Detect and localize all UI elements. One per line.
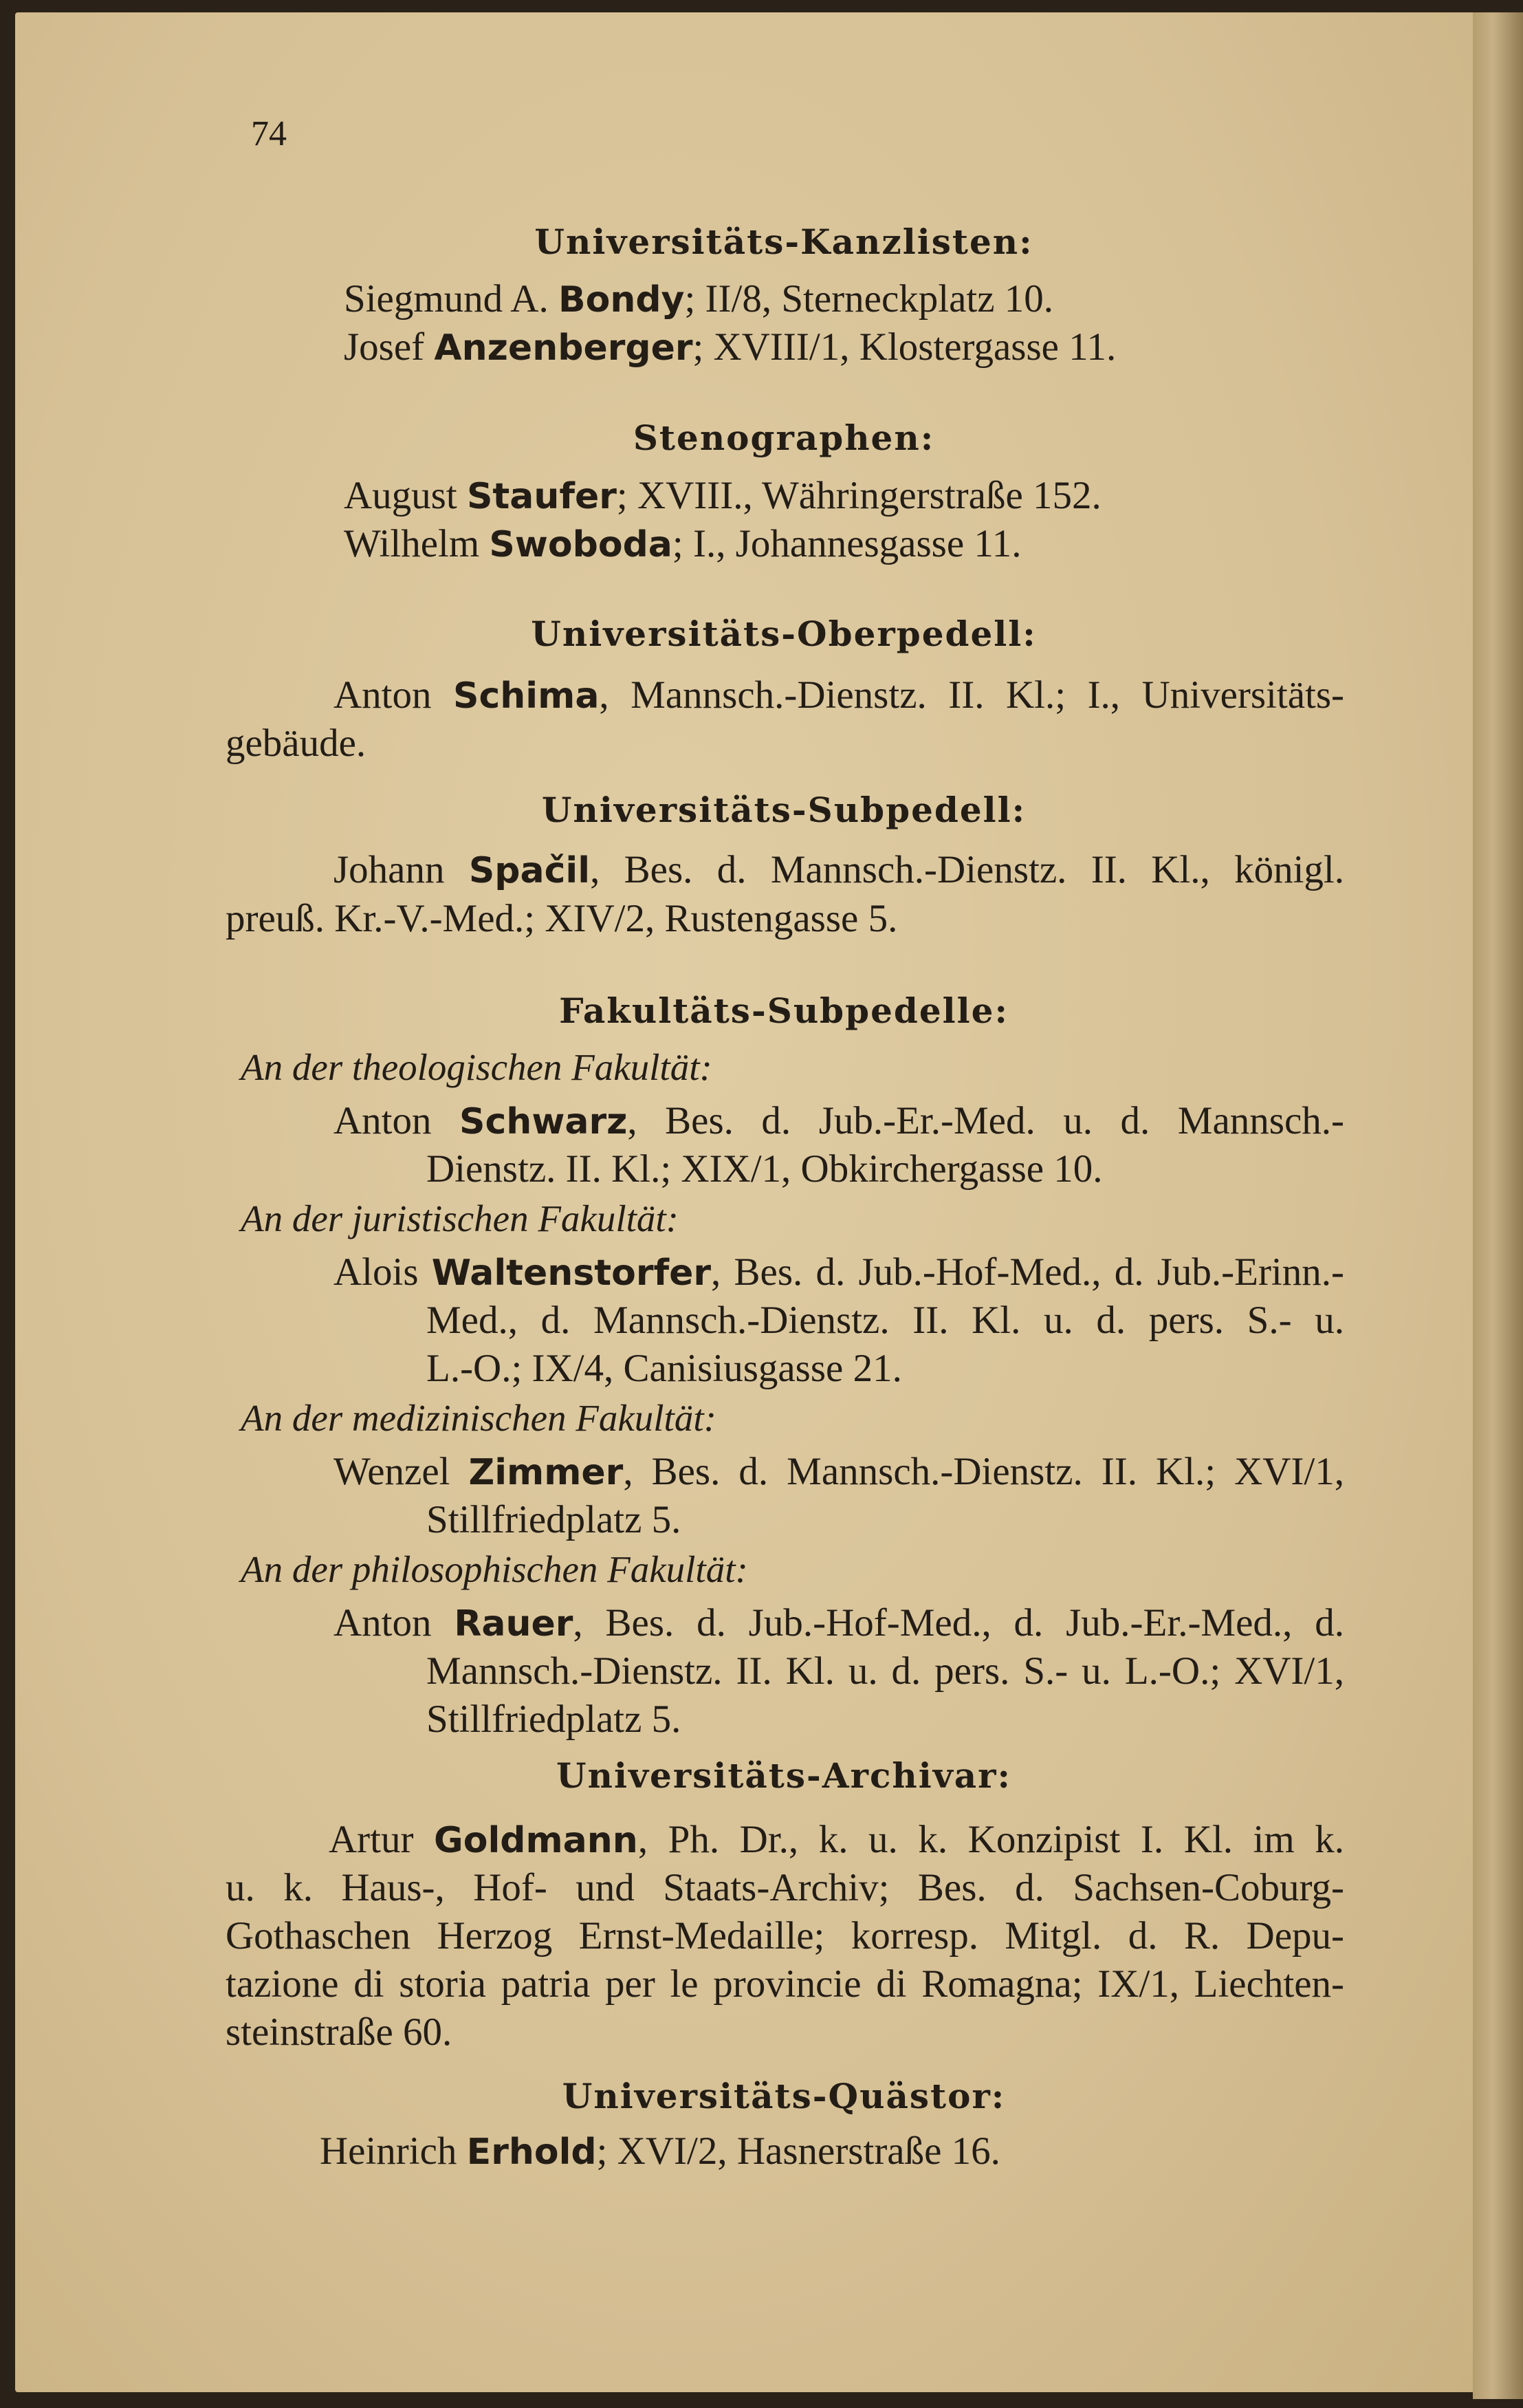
heading-subpedell: Universitäts-Subpedell: (541, 790, 1027, 830)
entry-goldmann-cont-2: Gothaschen Herzog Ernst-Medaille; korresp. Mitgl. d. R. Depu- (226, 1914, 1344, 1957)
entry-erhold: Heinrich Erhold; XVI/2, Hasnerstraße 16. (320, 2129, 1000, 2173)
entry-goldmann-cont-1: u. k. Haus-, Hof- und Staats-Archiv; Bes. d. Sachsen-Coburg- (226, 1866, 1344, 1909)
entry-goldmann: Artur Goldmann, Ph. Dr., k. u. k. Konzipist I. Kl. im k. (329, 1818, 1345, 1861)
entry-waltenstorfer-cont-2: L.-O.; IX/4, Canisiusgasse 21. (426, 1347, 902, 1390)
entry-goldmann-cont-3: tazione di storia patria per le provincie di Romagna; IX/1, Liechten- (226, 1962, 1344, 2006)
entry-schima-cont: gebäude. (226, 722, 366, 765)
entry-waltenstorfer: Alois Waltenstorfer, Bes. d. Jub.-Hof-Med., d. Jub.-Erinn.- (333, 1250, 1344, 1294)
entry-schwarz: Anton Schwarz, Bes. d. Jub.-Er.-Med. u. d. Mannsch.- (333, 1099, 1344, 1142)
entry-anzenberger: Josef Anzenberger; XVIII/1, Klostergasse 11. (344, 325, 1117, 369)
heading-stenographen: Stenographen: (633, 417, 935, 458)
entry-rauer-cont-1: Mannsch.-Dienstz. II. Kl. u. d. pers. S.- u. L.-O.; XVI/1, (426, 1649, 1344, 1693)
entry-spacil-cont: preuß. Kr.-V.-Med.; XIV/2, Rustengasse 5. (226, 897, 898, 940)
entry-goldmann-cont-4: steinstraße 60. (226, 2010, 452, 2054)
heading-kanzlisten: Universitäts-Kanzlisten: (534, 221, 1033, 262)
faculty-heading-law: An der juristischen Fakultät: (241, 1197, 679, 1239)
heading-archivar: Universitäts-Archivar: (556, 1755, 1011, 1796)
entry-schwarz-cont: Dienstz. II. Kl.; XIX/1, Obkirchergasse 10. (426, 1147, 1103, 1191)
entry-rauer: Anton Rauer, Bes. d. Jub.-Hof-Med., d. Jub.-Er.-Med., d. (333, 1601, 1344, 1645)
faculty-heading-theology: An der theologischen Fakultät: (241, 1046, 712, 1088)
entry-bondy: Siegmund A. Bondy; II/8, Sterneckplatz 10. (344, 277, 1054, 321)
entry-rauer-cont-2: Stillfriedplatz 5. (426, 1697, 681, 1741)
faculty-heading-medicine: An der medizinischen Fakultät: (241, 1397, 716, 1439)
entry-spacil: Johann Spačil, Bes. d. Mannsch.-Dienstz. II. Kl., königl. (333, 848, 1345, 891)
faculty-heading-philosophy: An der philosophischen Fakultät: (241, 1548, 748, 1590)
heading-quaestor: Universitäts-Quästor: (562, 2076, 1006, 2116)
entry-zimmer: Wenzel Zimmer, Bes. d. Mannsch.-Dienstz. II. Kl.; XVI/1, (333, 1450, 1344, 1493)
entry-zimmer-cont: Stillfriedplatz 5. (426, 1498, 681, 1541)
heading-oberpedell: Universitäts-Oberpedell: (531, 614, 1037, 654)
heading-fakultaets: Fakultäts-Subpedelle: (559, 990, 1009, 1031)
page-number: 74 (251, 114, 287, 153)
entry-staufer: August Staufer; XVIII., Währingerstraße 152. (344, 474, 1102, 517)
entry-schima: Anton Schima, Mannsch.-Dienstz. II. Kl.; I., Universitäts- (333, 673, 1345, 717)
entry-swoboda: Wilhelm Swoboda; I., Johannesgasse 11. (344, 522, 1022, 565)
entry-waltenstorfer-cont-1: Med., d. Mannsch.-Dienstz. II. Kl. u. d. pers. S.- u. (426, 1299, 1344, 1342)
